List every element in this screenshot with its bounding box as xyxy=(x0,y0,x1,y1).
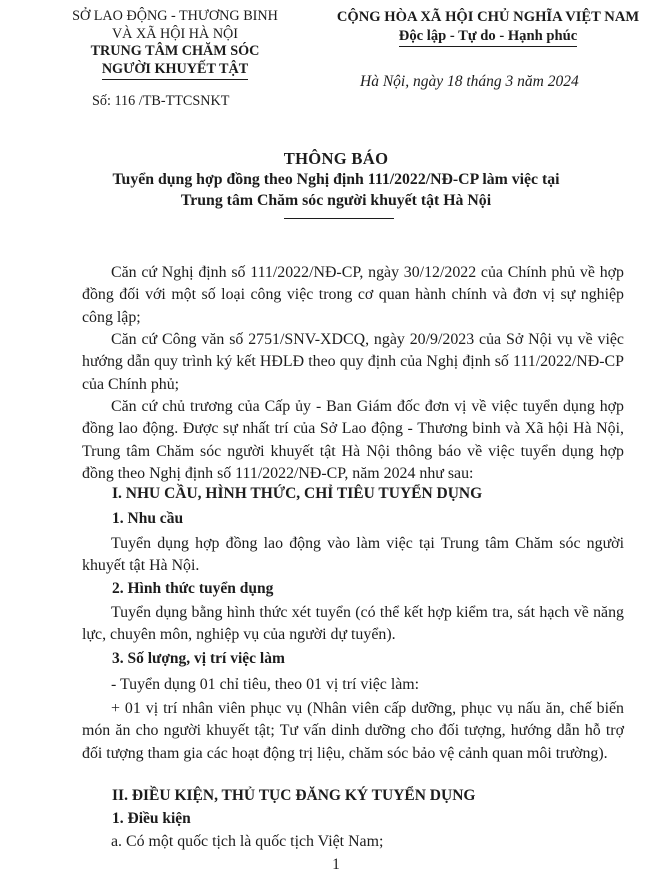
nation-name: CỘNG HÒA XÃ HỘI CHỦ NGHĨA VIỆT NAM xyxy=(336,9,640,25)
title-divider xyxy=(284,218,394,219)
section-1-heading: I. NHU CẦU, HÌNH THỨC, CHỈ TIÊU TUYỂN DỤNG xyxy=(112,485,483,502)
section-2-heading: II. ĐIỀU KIỆN, THỦ TỤC ĐĂNG KÝ TUYỂN DỤNG xyxy=(112,787,476,804)
legal-basis-paragraph-1: Căn cứ Nghị định số 111/2022/NĐ-CP, ngày 30/12/2022 của Chính phủ về hợp đồng đối với một số loại công việc trong cơ quan hành chính và đơn vị sự nghiệp công lập; xyxy=(82,264,624,326)
section-2-1-heading: 1. Điều kiện xyxy=(112,810,191,827)
legal-basis-paragraph-3: Căn cứ chủ trương của Cấp ủy - Ban Giám đốc đơn vị về việc tuyển dụng hợp đồng lao động. Được sự nhất trí của Sở Lao động - Thương binh và Xã hội Hà Nội, Trung tâm Chăm sóc người khuyết tật Hà Nội thông báo về việc tuyển dụng hợp đồng theo Nghị định số 111/2022/NĐ-CP, năm 2024 như sau: xyxy=(82,398,624,482)
national-motto: Độc lập - Tự do - Hạnh phúc xyxy=(398,27,578,44)
section-1-3-quota: - Tuyển dụng 01 chỉ tiêu, theo 01 vị trí việc làm: xyxy=(111,676,420,693)
national-header-block xyxy=(318,8,658,45)
document-title: THÔNG BÁO xyxy=(283,149,389,168)
agency-line-3: TRUNG TÂM CHĂM SÓC xyxy=(90,43,260,59)
agency-line-4: NGƯỜI KHUYẾT TẬT xyxy=(101,60,249,77)
legal-basis-paragraph-2: Căn cứ Công văn số 2751/SNV-XDCQ, ngày 20/9/2023 của Sở Nội vụ về việc hướng dẫn quy trình ký kết HĐLĐ theo quy định của Nghị định số 111/2022/NĐ-CP của Chính phủ; xyxy=(82,331,624,393)
section-1-1-heading: 1. Nhu cầu xyxy=(112,510,184,527)
document-subtitle-2: Trung tâm Chăm sóc người khuyết tật Hà Nội xyxy=(180,192,492,209)
issue-date: Hà Nội, ngày 18 tháng 3 năm 2024 xyxy=(360,73,579,90)
document-subtitle-1: Tuyển dụng hợp đồng theo Nghị định 111/2022/NĐ-CP làm việc tại xyxy=(112,171,560,188)
issuing-agency-block xyxy=(30,8,320,109)
section-2-1-item-a: a. Có một quốc tịch là quốc tịch Việt Nam; xyxy=(111,833,384,850)
section-1-3-heading: 3. Số lượng, vị trí việc làm xyxy=(112,650,285,667)
document-number: Số: 116 /TB-TTCSNKT xyxy=(92,93,230,109)
agency-line-1: SỞ LAO ĐỘNG - THƯƠNG BINH xyxy=(72,8,278,24)
page-number: 1 xyxy=(332,856,340,873)
section-1-2-text: Tuyển dụng bằng hình thức xét tuyển (có thể kết hợp kiểm tra, sát hạch về năng lực, chuyên môn, nghiệp vụ của người dự tuyển). xyxy=(82,604,624,644)
section-1-3-position: + 01 vị trí nhân viên phục vụ (Nhân viên cấp dưỡng, phục vụ nấu ăn, chế biến món ăn cho người khuyết tật; Tư vấn dinh dưỡng cho đối tượng, hướng dẫn hỗ trợ đối tượng tham gia các hoạt động trị liệu, chăm sóc bảo vệ cảnh quan môi trường). xyxy=(82,700,624,762)
section-1-1-text: Tuyển dụng hợp đồng lao động vào làm việc tại Trung tâm Chăm sóc người khuyết tật Hà Nội. xyxy=(82,535,624,575)
section-1-2-heading: 2. Hình thức tuyển dụng xyxy=(112,580,274,597)
agency-line-2: VÀ XÃ HỘI HÀ NỘI xyxy=(111,25,239,42)
